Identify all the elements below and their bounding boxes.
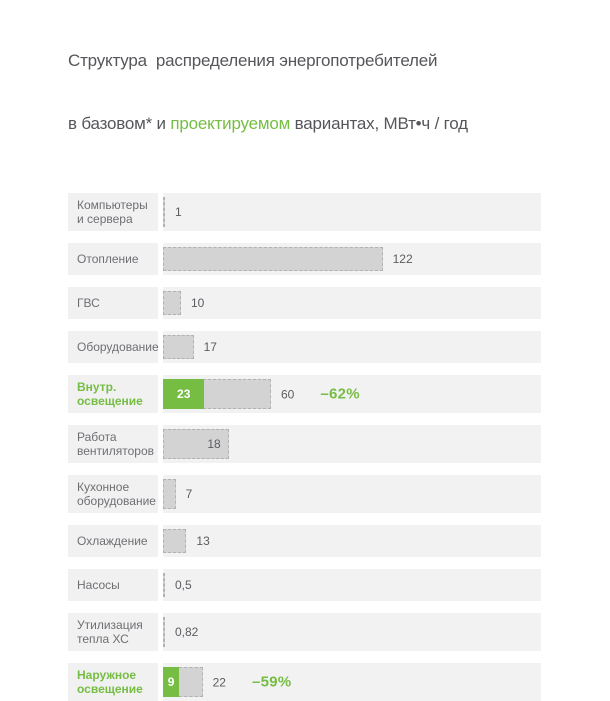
row-values xyxy=(393,252,413,266)
savings-percent: –62% xyxy=(320,385,360,403)
row-values xyxy=(175,625,198,639)
bar-value: 13 xyxy=(196,534,210,548)
row-label: Оборудование xyxy=(68,331,158,363)
row-label: Внутр. освещение xyxy=(68,375,158,413)
row-track xyxy=(163,243,541,275)
row-label: Компьютеры и сервера xyxy=(68,193,158,231)
projected-bar: 23 xyxy=(163,379,204,409)
row-track xyxy=(163,375,541,413)
chart-row xyxy=(68,525,541,557)
title-text-2b: вариантах, МВт•ч / год xyxy=(290,114,468,133)
bar-value: 0,5 xyxy=(175,578,192,592)
bar-value: 0,82 xyxy=(175,625,199,639)
bar-value: 7 xyxy=(185,487,193,501)
row-track xyxy=(163,663,541,701)
chart-row xyxy=(68,331,541,363)
row-track xyxy=(163,525,541,557)
row-label: Работа вентиляторов xyxy=(68,425,158,463)
title-line-2 xyxy=(68,113,541,134)
value-bar xyxy=(163,291,181,315)
chart-row xyxy=(68,475,541,513)
chart-row xyxy=(68,243,541,275)
row-values xyxy=(175,205,182,219)
row-label: Наружное освещение xyxy=(68,663,158,701)
row-track xyxy=(163,613,541,651)
value-bar xyxy=(163,573,165,597)
value-bar xyxy=(163,335,194,359)
value-bar xyxy=(163,617,165,647)
chart-rows xyxy=(68,193,541,701)
row-track xyxy=(163,425,541,463)
title-line-1 xyxy=(68,50,541,71)
row-track xyxy=(163,331,541,363)
value-bar xyxy=(163,479,176,509)
title-highlight-word: проектируемом xyxy=(170,114,291,133)
chart-row xyxy=(68,425,541,463)
projected-bar: 9 xyxy=(163,667,179,697)
title-text-1: Структура распределения энергопотребителей xyxy=(68,51,438,70)
value-bar: 18 xyxy=(163,429,229,459)
row-label: Отопление xyxy=(68,243,158,275)
row-values xyxy=(213,674,292,691)
bar-value: 10 xyxy=(191,296,205,310)
chart-row xyxy=(68,375,541,413)
value-bar xyxy=(163,197,165,227)
row-label: Охлаждение xyxy=(68,525,158,557)
value-bar xyxy=(163,247,383,271)
row-track xyxy=(163,569,541,601)
row-values xyxy=(204,340,217,354)
row-values xyxy=(175,578,192,592)
bar-value: 17 xyxy=(203,340,217,354)
chart-row xyxy=(68,613,541,651)
title-text-2a: в базовом* и xyxy=(68,114,171,133)
chart-row xyxy=(68,569,541,601)
row-label: Утилизация тепла ХС xyxy=(68,613,158,651)
row-label: Насосы xyxy=(68,569,158,601)
bar-value: 1 xyxy=(175,205,182,219)
row-values xyxy=(191,296,204,310)
row-values xyxy=(281,386,360,403)
page-title xyxy=(68,8,541,176)
baseline-value: 60 xyxy=(281,387,295,401)
row-track xyxy=(163,287,541,319)
row-label: ГВС xyxy=(68,287,158,319)
chart-row xyxy=(68,287,541,319)
baseline-value: 22 xyxy=(212,675,226,689)
row-values xyxy=(186,487,193,501)
chart-row xyxy=(68,193,541,231)
value-bar xyxy=(163,529,186,553)
bar-value: 122 xyxy=(392,252,413,266)
row-label: Кухонное оборудование xyxy=(68,475,158,513)
row-track xyxy=(163,475,541,513)
chart-row xyxy=(68,663,541,701)
row-values xyxy=(196,534,209,548)
savings-percent: –59% xyxy=(251,673,292,691)
row-track xyxy=(163,193,541,231)
